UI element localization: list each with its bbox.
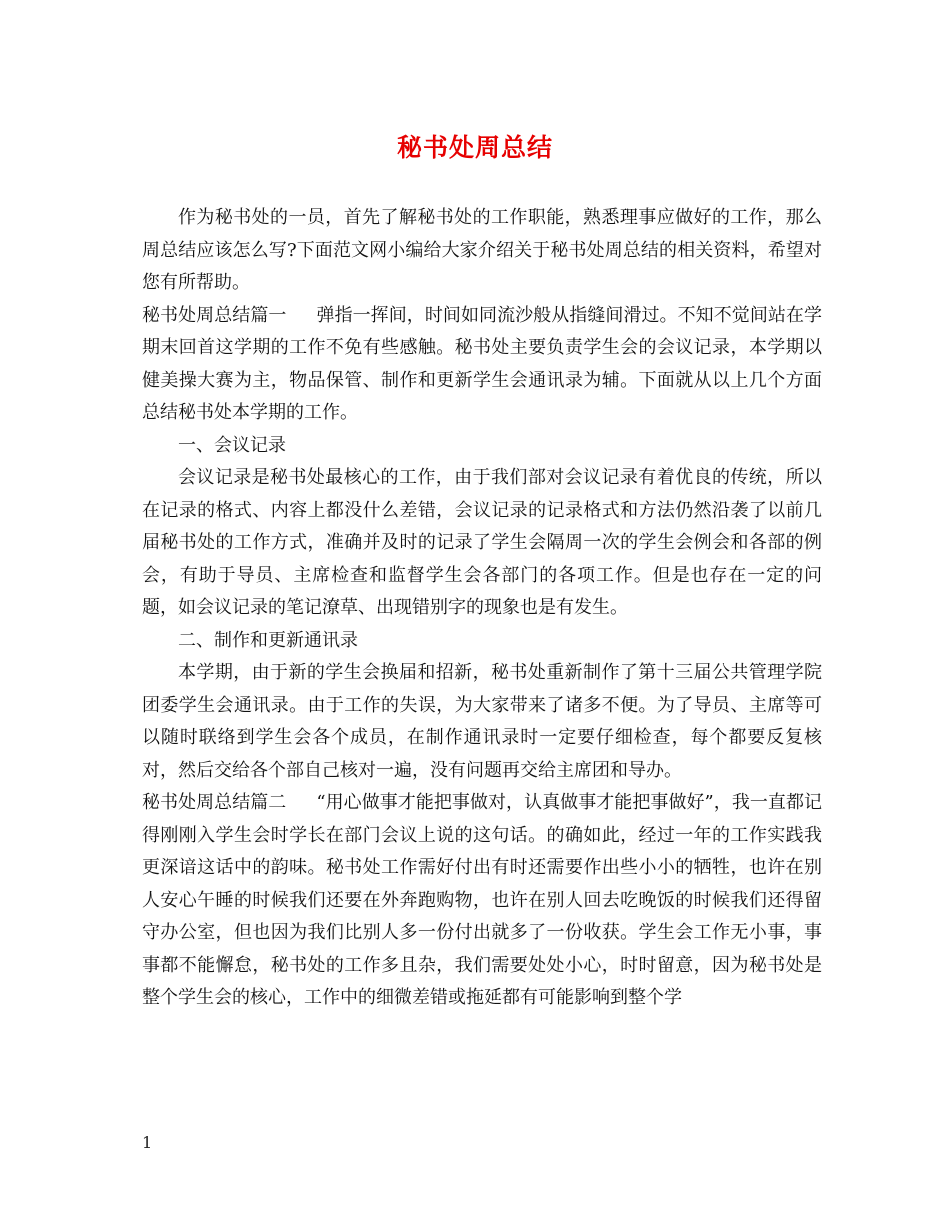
section-two-heading: 二、制作和更新通讯录 xyxy=(178,629,358,651)
part-one-paragraph xyxy=(142,300,822,430)
part-two-lead: 秘书处周总结篇二 xyxy=(142,792,287,813)
document-title: 秘书处周总结 xyxy=(396,133,553,162)
section-two-text: 本学期，由于新的学生会换届和招新，秘书处重新制作了第十三届公共管理学院团委学生会通讯录。由于工作的失误，为大家带来了诸多不便。为了导员、主席等可以随时联络到学生会各个成员，在制作通讯录时一定要仔细检查，每个都要反复核对，然后交给各个部自己核对一遍，没有问题再交给主席团和导办。 xyxy=(142,662,822,781)
part-one-lead: 秘书处周总结篇一 xyxy=(142,304,287,326)
part-two-paragraph xyxy=(142,787,822,1015)
document-body xyxy=(142,202,822,1015)
part-two-text: “用心做事才能把事做对，认真做事才能把事做好”，我一直都记得刚刚入学生会时学长在部门会议上说的这句话。的确如此，经过一年的工作实践我更深谙这话中的韵味。秘书处工作需好付出有时还需要作出些小小的牺牲，也许在别人安心午睡的时候我们还要在外奔跑购物，也许在别人回去吃晚饭的时候我们还得留守办公室，但也因为我们比别人多一份付出就多了一份收获。学生会工作无小事，事事都不能懈怠，秘书处的工作多且杂，我们需要处处小心，时时留意，因为秘书处是整个学生会的核心，工作中的细微差错或拖延都有可能影响到整个学 xyxy=(142,792,823,1008)
intro-paragraph: 作为秘书处的一员，首先了解秘书处的工作职能，熟悉理事应做好的工作，那么周总结应该怎么写?下面范文网小编给大家介绍关于秘书处周总结的相关资料，希望对您有所帮助。 xyxy=(142,207,822,293)
part-one-text: 弹指一挥间，时间如同流沙般从指缝间滑过。不知不觉间站在学期末回首这学期的工作不免有些感触。秘书处主要负责学生会的会议记录，本学期以健美操大赛为主，物品保管、制作和更新学生会通讯录为辅。下面就从以上几个方面总结秘书处本学期的工作。 xyxy=(142,304,823,423)
section-one-text: 会议记录是秘书处最核心的工作，由于我们部对会议记录有着优良的传统，所以在记录的格式、内容上都没什么差错，会议记录的记录格式和方法仍然沿袭了以前几届秘书处的工作方式，准确并及时的记录了学生会隔周一次的学生会例会和各部的例会，有助于导员、主席检查和监督学生会各部门的各项工作。但是也存在一定的问题，如会议记录的笔记潦草、出现错别字的现象也是有发生。 xyxy=(142,467,822,618)
page-number: 1 xyxy=(142,1133,153,1152)
section-one-heading: 一、会议记录 xyxy=(178,434,286,456)
